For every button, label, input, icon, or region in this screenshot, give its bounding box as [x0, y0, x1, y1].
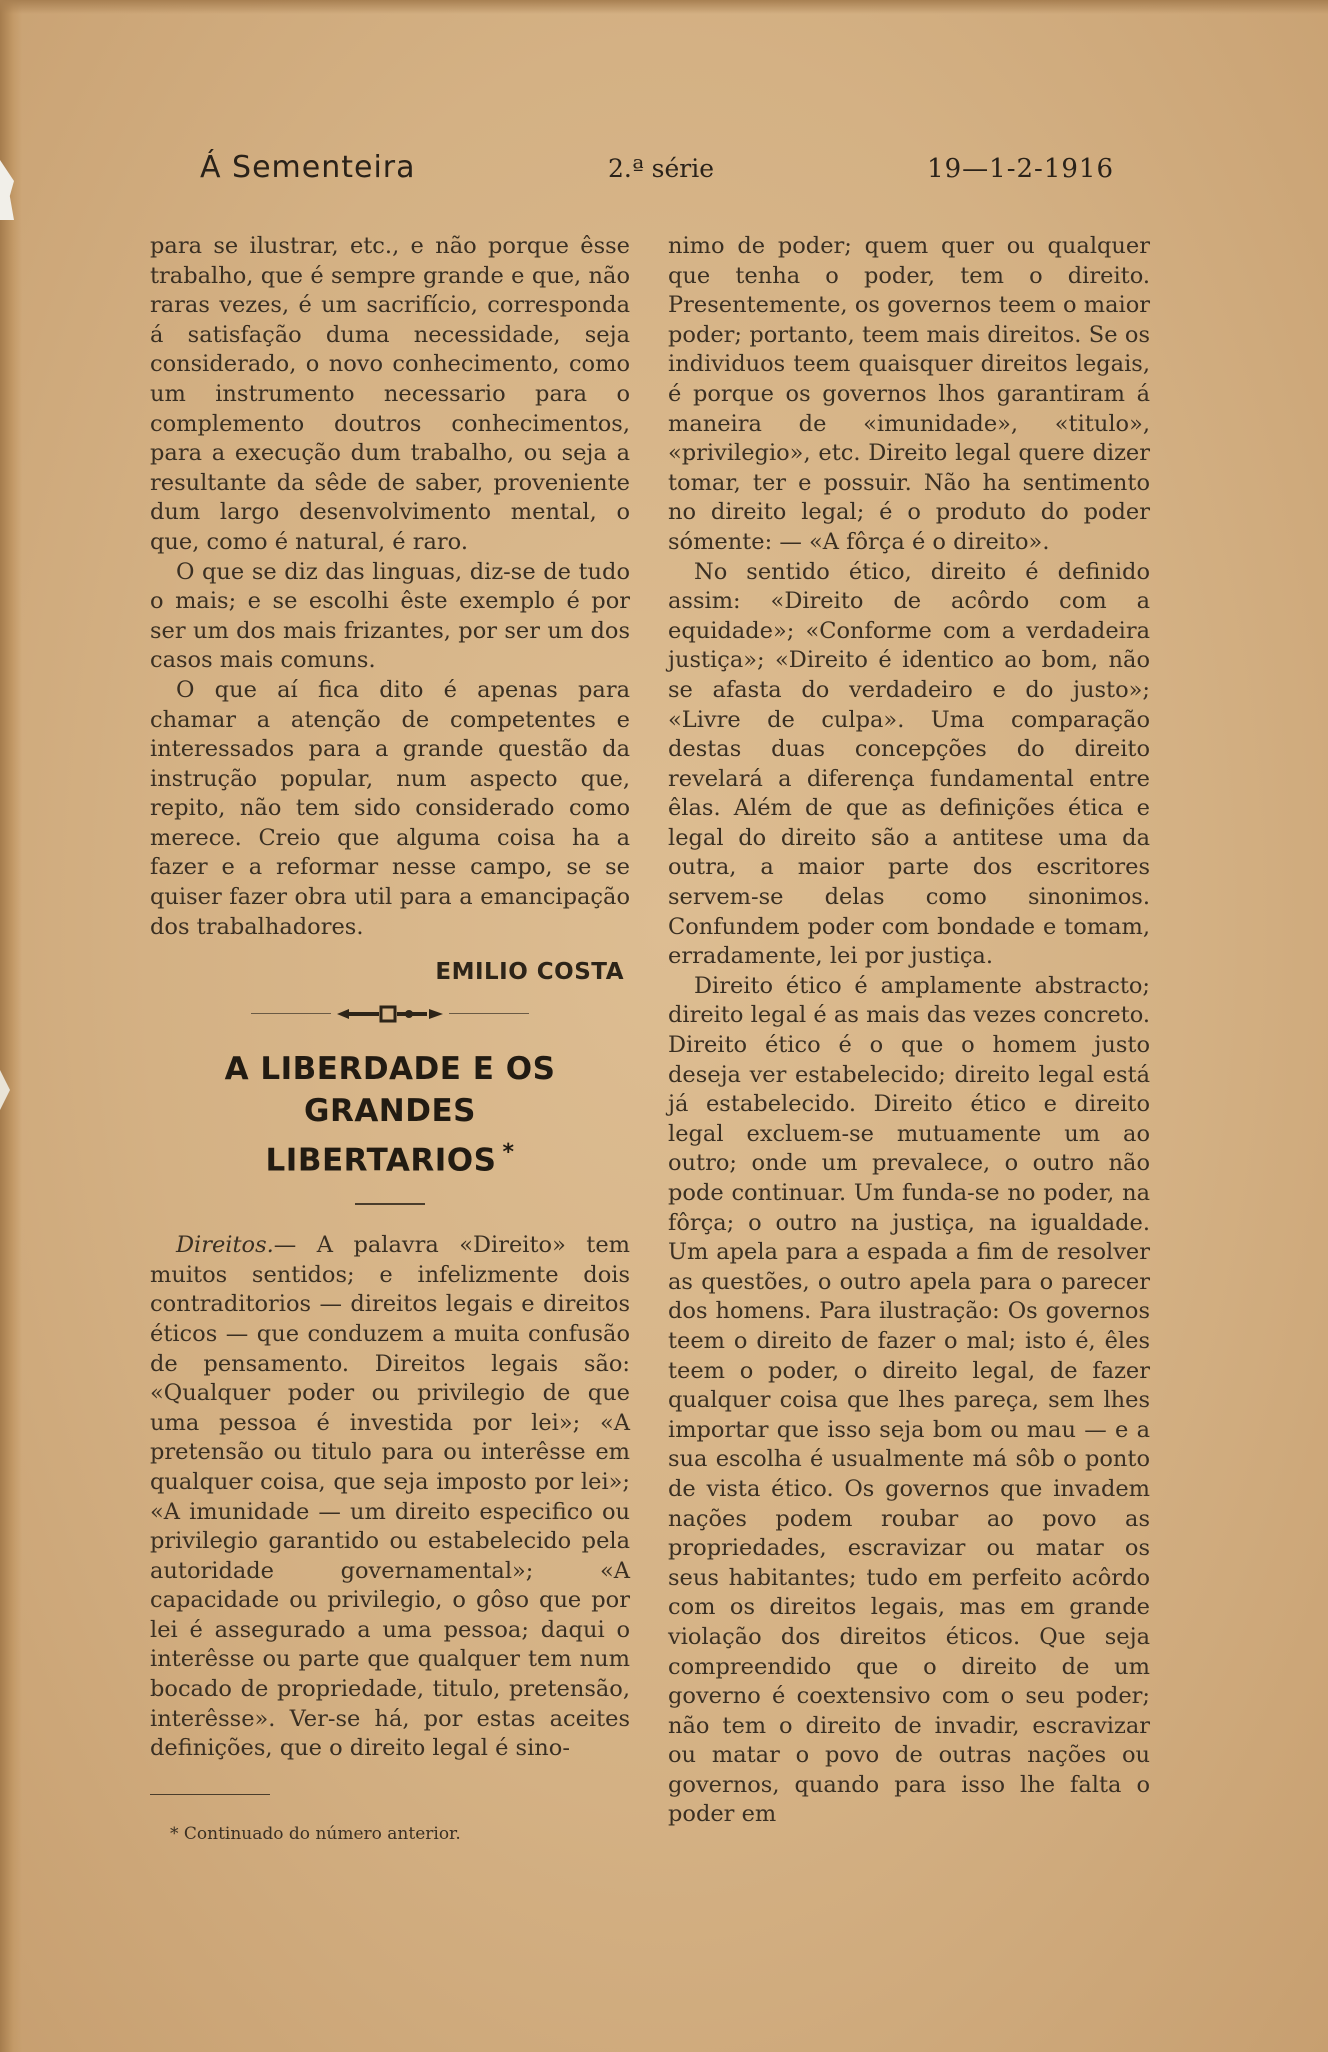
section-lead: Direitos. [176, 1232, 274, 1259]
footnote-rule [150, 1794, 270, 1795]
paragraph: O que se diz das linguas, diz-se de tudo o mais; e se escolhi êste exemplo é por ser um dos mais frizantes, por ser um dos casos mais comuns. [150, 558, 630, 674]
title-rule [355, 1203, 425, 1205]
right-column [668, 232, 1150, 1830]
series-label: 2.ª série [608, 154, 715, 183]
section-divider-ornament [150, 994, 630, 1034]
paragraph: O que aí fica dito é apenas para chamar a atenção de competentes e interessados para a grande questão da instrução popular, num aspecto que, repito, não tem sido considerado como merece. Creio que alguma coisa ha a fazer e a reformar nesse campo, se se quiser fazer obra util para a emancipação dos trabalhadores. [150, 676, 630, 940]
section-title [150, 1048, 630, 1181]
paragraph: No sentido ético, direito é definido assim: «Direito de acôrdo com a equidade»; «Conforme com a verdadeira justiça»; «Direito é identico ao bom, não se afasta do verdadeiro e do justo»; «Livre de culpa». Uma comparação destas duas concepções do direito revelará a diferença fundamental entre êlas. Além de que as definições ética e legal do direito são a antitese uma da outra, a maior parte dos escritores servem-se delas como sinonimos. Confundem poder com bondade e tomam, erradamente, lei por justiça. [668, 558, 1150, 970]
divider-line [449, 1013, 529, 1014]
section-title-text: LIBERTARIOS [265, 1142, 497, 1179]
divider-line [251, 1013, 331, 1014]
footnote: * Continuado do número anterior. [170, 1823, 461, 1844]
author-signature: EMILIO COSTA [435, 959, 624, 986]
section-title-line-2 [150, 1132, 630, 1181]
section-paragraph-text: — A palavra «Direito» tem muitos sentidos; e infelizmente dois contraditorios — direitos legais e direitos éticos — que conduzem a muita confusão de pensamento. Direitos legais são: «Qualquer poder ou privilegio de que uma pessoa é investida por lei»; «A pretensão ou titulo para ou interêsse em qualquer coisa, que seja imposto por lei»; «A imunidade — um direito especifico ou privilegio garantido ou estabelecido pela autoridade governamental»; «A capacidade ou privilegio, o gôso que por lei é assegurado a uma pessoa; daqui o interêsse ou parte que qualquer tem num bocado de propriedade, titulo, pretensão, interêsse». Ver-se há, por estas aceites definições, que o direito legal é sino- [150, 1232, 630, 1762]
paragraph: para se ilustrar, etc., e não porque êsse trabalho, que é sempre grande e que, não raras vezes, é um sacrifício, corresponda á satisfação duma necessidade, seja considerado, o novo conhecimento, como um instrumento necessario para o complemento doutros conhecimentos, para a execução dum trabalho, ou seja a resultante da sêde de saber, proveniente dum largo desenvolvimento mental, o que, como é natural, é raro. [150, 233, 630, 555]
paragraph: nimo de poder; quem quer ou qualquer que tenha o poder, tem o direito. Presentemente, os governos teem o maior poder; portanto, teem mais direitos. Se os individuos teem quaisquer direitos legais, é porque os governos lhos garantiram á maneira de «imunidade», «titulo», «privilegio», etc. Direito legal quere dizer tomar, ter e possuir. Não ha sentimento no direito legal; é o produto do poder sómente: — «A fôrça é o direito». [668, 233, 1150, 555]
paper-edge-top [0, 0, 1328, 14]
left-column [150, 232, 630, 1845]
section-paragraph [150, 1231, 630, 1764]
footnote-marker: * [502, 1139, 515, 1165]
ornament-icon [335, 1004, 445, 1024]
publication-title: Á Sementeira [200, 150, 416, 185]
page-header [200, 150, 1120, 194]
section-title-line: A LIBERDADE E OS GRANDES [224, 1050, 556, 1129]
paper-edge-left [0, 0, 22, 2052]
paragraph: Direito ético é amplamente abstracto; direito legal é as mais das vezes concreto. Direito ético é o que o homem justo deseja ver estabelecido; direito legal está já estabelecido. Direito ético e direito legal excluem-se mutuamente um ao outro; onde um prevalece, o outro não pode continuar. Um funda-se no poder, na fôrça; o outro na justiça, na igualdade. Um apela para a espada a fim de resolver as questões, o outro apela para o parecer dos homens. Para ilustração: Os governos teem o direito de fazer o mal; isto é, êles teem o poder, o direito legal, de fazer qualquer coisa que lhes pareça, sem lhes importar que isso seja bom ou mau — e a sua escolha é usualmente má sôb o ponto de vista ético. Os governos que invadem nações podem roubar ao povo as propriedades, escravizar ou matar os seus habitantes; tudo em perfeito acôrdo com os direitos legais, mas em grande violação dos direitos éticos. Que seja compreendido que o direito de um governo é coextensivo com o seu poder; não tem o direito de invadir, escravizar ou matar o povo de outras nações ou governos, quando para isso lhe falta o poder em [668, 972, 1150, 1828]
issue-date: 19—1-2-1916 [927, 154, 1114, 184]
